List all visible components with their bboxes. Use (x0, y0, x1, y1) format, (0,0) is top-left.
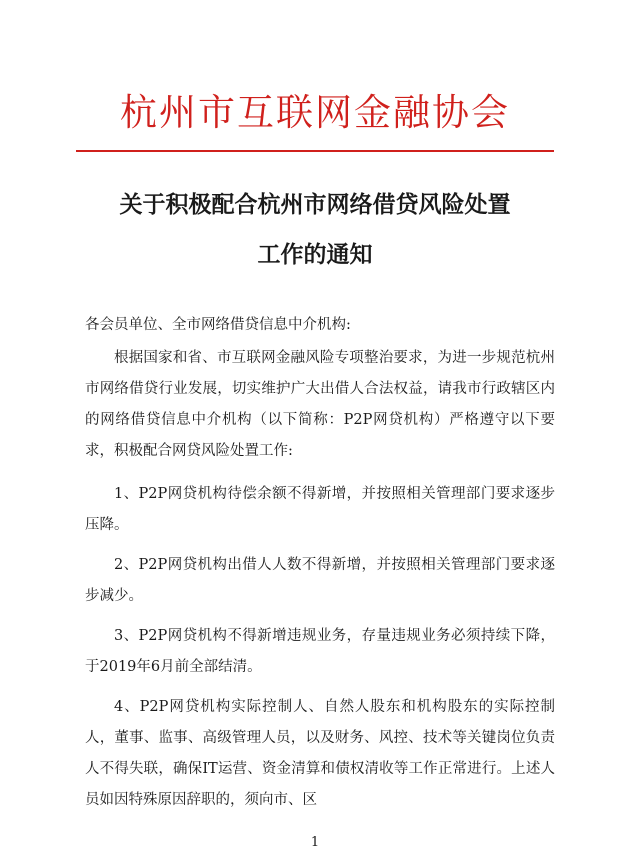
intro-paragraph: 根据国家和省、市互联网金融风险专项整治要求，为进一步规范杭州市网络借贷行业发展，切实维护广大出借人合法权益，请我市行政辖区内的网络借贷信息中介机构（以下简称：P2P网贷机构）严格遵守以下要求，积极配合网贷风险处置工作: (85, 350, 555, 459)
title-line-2: 工作的通知 (257, 241, 373, 268)
item-1-paragraph: 1、P2P网贷机构待偿余额不得新增，并按照相关管理部门要求逐步压降。 (85, 486, 555, 533)
red-divider-line (76, 150, 554, 152)
page-number: 1 (310, 835, 320, 850)
title-line-1: 关于积极配合杭州市网络借贷风险处置 (119, 191, 511, 218)
item-3-paragraph: 3、P2P网贷机构不得新增违规业务，存量违规业务必须持续下降，于2019年6月前全部结清。 (85, 628, 555, 675)
salutation: 各会员单位、全市网络借贷信息中介机构: (85, 317, 351, 333)
org-letterhead: 杭州市互联网金融协会 (120, 91, 510, 134)
document-title (0, 180, 630, 280)
document-body (85, 307, 555, 825)
item-2-paragraph: 2、P2P网贷机构出借人人数不得新增，并按照相关管理部门要求逐步减少。 (85, 557, 555, 604)
item-4-paragraph: 4、P2P网贷机构实际控制人、自然人股东和机构股东的实际控制人，董事、监事、高级管理人员，以及财务、风控、技术等关键岗位负责人不得失联，确保IT运营、资金清算和债权清收等工作正常进行。上述人员如因特殊原因辞职的，须向市、区 (85, 699, 555, 808)
